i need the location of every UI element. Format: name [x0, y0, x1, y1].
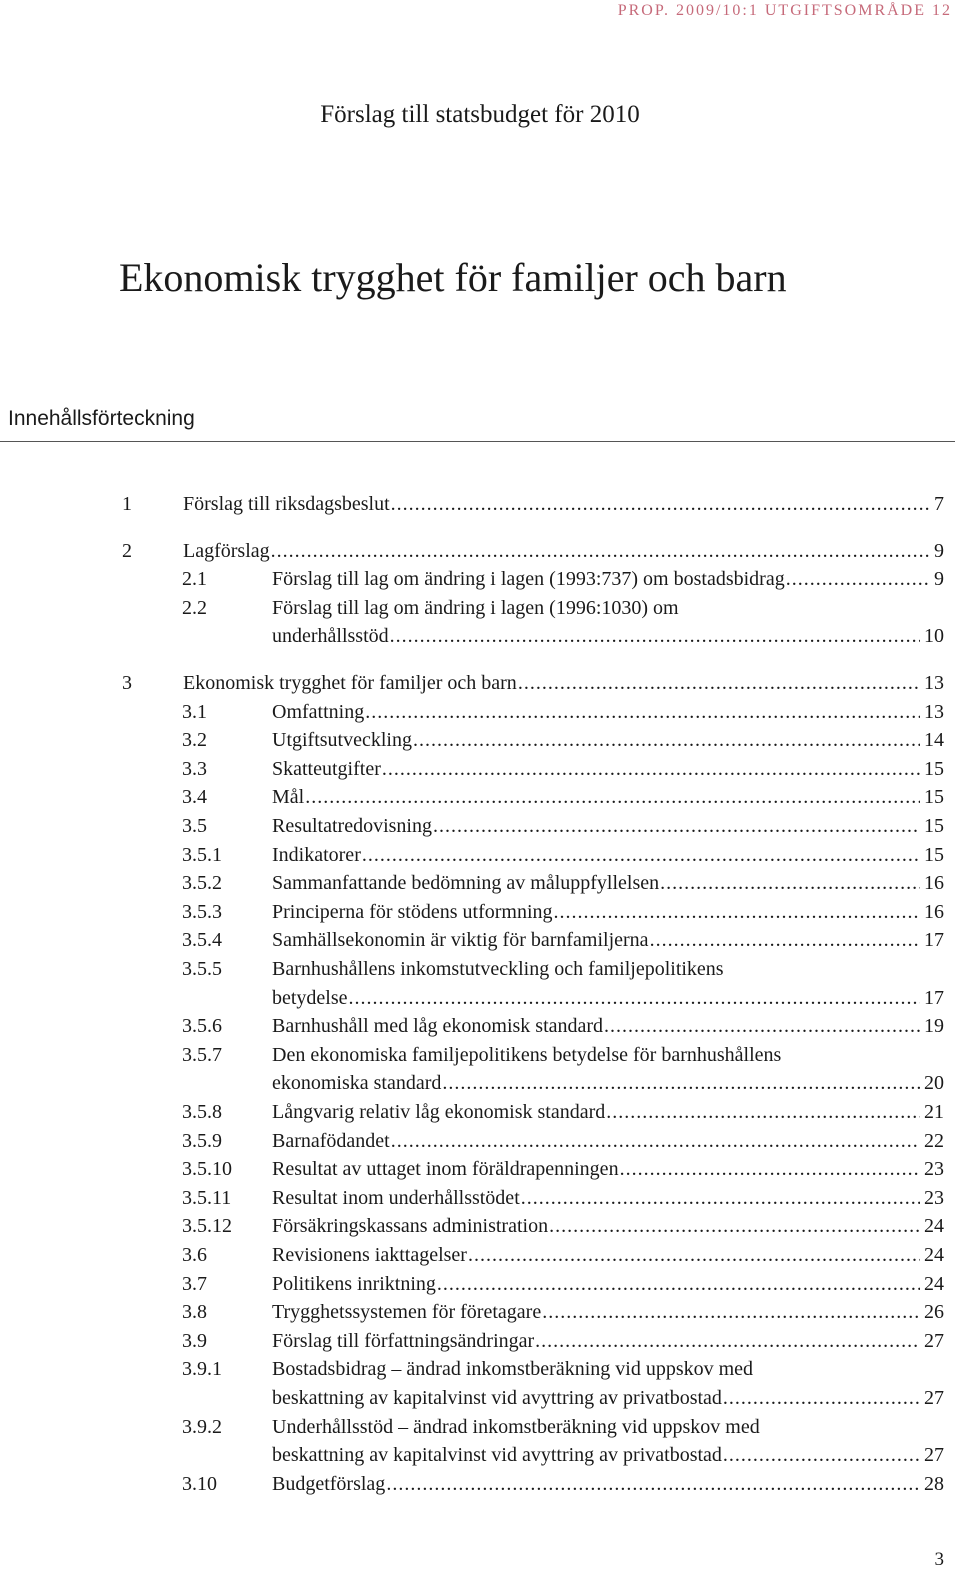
- toc-entry[interactable]: [0, 1184, 960, 1213]
- dot-leader: [521, 1184, 920, 1212]
- dot-leader: [349, 984, 920, 1012]
- toc-entry-page: 13: [924, 672, 944, 694]
- toc-entry-number: 2: [122, 539, 132, 562]
- toc-entry-title: Trygghetssystemen för företagare: [272, 1301, 542, 1324]
- toc-entry-number: 3.2: [182, 729, 207, 752]
- dot-leader: [549, 1212, 920, 1240]
- toc-entry-title: Sammanfattande bedömning av måluppfyllelsen: [272, 872, 660, 895]
- toc-entry-page: 13: [924, 700, 944, 723]
- dot-leader: [554, 898, 921, 926]
- toc-entry-page: 17: [924, 929, 944, 952]
- toc-entry[interactable]: [0, 1413, 960, 1470]
- toc-entry-page: 17: [924, 986, 944, 1009]
- toc-entry-title: betydelse: [272, 986, 348, 1009]
- dot-leader: [305, 783, 920, 811]
- toc-entry-number: 3.10: [182, 1472, 217, 1495]
- dot-leader: [604, 1012, 920, 1040]
- toc-entry-number: 3.6: [182, 1244, 207, 1266]
- dot-leader: [391, 1127, 920, 1155]
- toc-entry[interactable]: [0, 490, 960, 519]
- toc-entry-title: Utgiftsutveckling: [272, 729, 412, 752]
- toc-entry-page: 9: [934, 568, 944, 591]
- toc-entry-title: Förslag till lag om ändring i lagen (1996:1030) om: [272, 596, 679, 619]
- toc-heading: Innehållsförteckning: [8, 407, 195, 430]
- dot-leader: [365, 698, 920, 726]
- toc-entry-page: 14: [924, 729, 944, 752]
- toc-entry-title: Resultat av uttaget inom föräldrapenningen: [272, 1158, 619, 1181]
- toc-entry-page: 23: [924, 1158, 944, 1181]
- toc-entry[interactable]: [0, 926, 960, 955]
- toc-entry-page: 20: [924, 1072, 944, 1095]
- toc-entry-title: underhållsstöd: [272, 625, 389, 648]
- toc-entry[interactable]: [0, 726, 960, 755]
- dot-leader: [606, 1098, 920, 1126]
- toc-entry-page: 9: [934, 539, 944, 562]
- dot-leader: [786, 565, 930, 593]
- toc-entry-page: 19: [924, 1015, 944, 1038]
- toc-entry-page: 27: [924, 1329, 944, 1352]
- toc-entry-number: 3.5.8: [182, 1101, 222, 1123]
- toc-entry-title: Långvarig relativ låg ekonomisk standard: [272, 1101, 606, 1123]
- toc-entry-page: 15: [924, 843, 944, 866]
- dot-leader: [382, 755, 920, 783]
- toc-entry-number: 1: [122, 493, 132, 515]
- toc-entry[interactable]: [0, 898, 960, 927]
- toc-entry[interactable]: [0, 594, 960, 651]
- toc-entry-page: 16: [924, 872, 944, 895]
- toc-entry-page: 15: [924, 786, 944, 809]
- dot-leader: [660, 869, 920, 897]
- toc-entry-title: Indikatorer: [272, 843, 361, 866]
- toc-entry-number: 3.5.4: [182, 929, 222, 952]
- dot-leader: [723, 1441, 920, 1469]
- toc-entry-page: 27: [924, 1444, 944, 1467]
- toc-entry-page: 23: [924, 1186, 944, 1209]
- toc-entry-title: Förslag till författningsändringar: [272, 1329, 535, 1352]
- toc-entry-title: Resultat inom underhållsstödet: [272, 1186, 520, 1209]
- dot-leader: [390, 622, 920, 650]
- toc-entry[interactable]: [0, 698, 960, 727]
- toc-entry-number: 3.7: [182, 1272, 207, 1295]
- toc-entry-number: 3.1: [182, 700, 207, 723]
- toc-entry-title: Principerna för stödens utformning: [272, 900, 553, 923]
- toc-entry-title: Resultatredovisning: [272, 815, 432, 837]
- dot-leader: [723, 1384, 920, 1412]
- toc-entry-number: 3.3: [182, 757, 207, 780]
- toc-entry-title: Barnafödandet: [272, 1129, 390, 1152]
- dot-leader: [437, 1270, 920, 1298]
- toc-entry-title: Budgetförslag: [272, 1472, 386, 1495]
- dot-leader: [413, 726, 920, 754]
- dot-leader: [271, 537, 930, 565]
- dot-leader: [391, 490, 930, 518]
- toc-entry-page: 28: [924, 1472, 944, 1495]
- toc-entry-number: 3.5.2: [182, 872, 222, 895]
- toc-entry-page: 24: [924, 1215, 944, 1238]
- toc-entry[interactable]: [0, 669, 960, 698]
- toc-entry[interactable]: [0, 869, 960, 898]
- toc-entry-number: 3.8: [182, 1301, 207, 1324]
- toc-entry-number: 3.5.12: [182, 1215, 232, 1238]
- toc-entry[interactable]: [0, 1327, 960, 1356]
- toc-entry-number: 3.9.2: [182, 1415, 222, 1438]
- toc-entry-page: 7: [934, 493, 944, 515]
- toc-entry[interactable]: [0, 1298, 960, 1327]
- toc-entry-title: beskattning av kapitalvinst vid avyttring av privatbostad: [272, 1444, 722, 1467]
- toc-entry-page: 15: [924, 757, 944, 780]
- toc-entry[interactable]: [0, 1212, 960, 1241]
- dot-leader: [386, 1470, 920, 1498]
- toc-entry-page: 22: [924, 1129, 944, 1152]
- page-number: 3: [934, 1549, 944, 1570]
- toc-entry-page: 21: [924, 1101, 944, 1123]
- toc-entry-number: 3.4: [182, 786, 207, 809]
- toc-entry-page: 10: [924, 625, 944, 648]
- page-title: Ekonomisk trygghet för familjer och barn: [119, 255, 787, 300]
- toc-entry-page: 24: [924, 1244, 944, 1266]
- dot-leader: [620, 1155, 920, 1183]
- toc-entry-number: 3.5.5: [182, 958, 222, 980]
- toc-entry-number: 3.5: [182, 815, 207, 837]
- toc-entry-title: Underhållsstöd – ändrad inkomstberäkning vid uppskov med: [272, 1415, 760, 1438]
- toc-entry[interactable]: [0, 755, 960, 784]
- toc-entry-page: 15: [924, 815, 944, 837]
- dot-leader: [468, 1241, 920, 1269]
- budget-title: Förslag till statsbudget för 2010: [320, 101, 640, 128]
- toc-entry[interactable]: [0, 565, 960, 594]
- toc-entry-title: Bostadsbidrag – ändrad inkomstberäkning vid uppskov med: [272, 1358, 754, 1381]
- toc-entry-number: 3.5.3: [182, 900, 222, 923]
- toc-entry-page: 26: [924, 1301, 944, 1324]
- toc-entry-page: 16: [924, 900, 944, 923]
- toc-entry-title: Den ekonomiska familjepolitikens betydelse för barnhushållens: [272, 1043, 782, 1066]
- toc-entry[interactable]: [0, 1041, 960, 1098]
- toc-entry[interactable]: [0, 1470, 960, 1499]
- toc-entry[interactable]: [0, 537, 960, 566]
- toc-entry-title: ekonomiska standard: [272, 1072, 442, 1095]
- dot-leader: [442, 1069, 920, 1097]
- toc-entry-title: Förslag till riksdagsbeslut: [183, 493, 390, 515]
- running-header: PROP. 2009/10:1 UTGIFTSOMRÅDE 12: [617, 2, 952, 19]
- toc-entry[interactable]: [0, 1155, 960, 1184]
- toc-entry[interactable]: [0, 1355, 960, 1412]
- toc-entry[interactable]: [0, 841, 960, 870]
- toc-entry-number: 3.5.11: [182, 1186, 232, 1209]
- toc-entry-number: 2.1: [182, 568, 207, 591]
- toc-entry-title: Mål: [272, 786, 305, 809]
- toc-entry-number: 2.2: [182, 596, 207, 619]
- dot-leader: [518, 669, 920, 697]
- toc-entry-number: 3.9.1: [182, 1358, 222, 1381]
- toc-entry-number: 3.5.9: [182, 1129, 222, 1152]
- toc-entry[interactable]: [0, 783, 960, 812]
- toc-entry[interactable]: [0, 955, 960, 1012]
- toc-entry-number: 3: [122, 672, 132, 694]
- toc-entry-number: 3.9: [182, 1329, 207, 1352]
- toc-entry-title: beskattning av kapitalvinst vid avyttring av privatbostad: [272, 1386, 722, 1409]
- toc-entry[interactable]: [0, 1012, 960, 1041]
- toc-entry-number: 3.5.10: [182, 1158, 232, 1181]
- toc-entry-title: Ekonomisk trygghet för familjer och barn: [183, 672, 517, 694]
- dot-leader: [650, 926, 920, 954]
- toc-entry[interactable]: [0, 1241, 960, 1270]
- toc-entry-title: Försäkringskassans administration: [272, 1215, 549, 1238]
- toc-entry-number: 3.5.1: [182, 843, 222, 866]
- toc-entry-page: 27: [924, 1386, 944, 1409]
- toc-entry[interactable]: [0, 812, 960, 841]
- toc-entry-title: Barnhushållens inkomstutveckling och familjepolitikens: [272, 958, 724, 980]
- toc-entry-title: Revisionens iakttagelser: [272, 1244, 467, 1266]
- toc-entry-number: 3.5.6: [182, 1015, 222, 1038]
- toc-entry-title: Förslag till lag om ändring i lagen (1993:737) om bostadsbidrag: [272, 568, 785, 591]
- toc-entry[interactable]: [0, 1127, 960, 1156]
- toc-entry-title: Samhällsekonomin är viktig för barnfamiljerna: [272, 929, 649, 952]
- toc-entry-number: 3.5.7: [182, 1043, 222, 1066]
- dot-leader: [362, 841, 920, 869]
- toc-entry-title: Politikens inriktning: [272, 1272, 436, 1295]
- toc-entry-title: Lagförslag: [183, 539, 270, 562]
- dot-leader: [535, 1327, 920, 1355]
- dot-leader: [433, 812, 920, 840]
- toc-entry[interactable]: [0, 1098, 960, 1127]
- dot-leader: [542, 1298, 920, 1326]
- toc-entry-title: Omfattning: [272, 700, 365, 723]
- toc-entry-title: Barnhushåll med låg ekonomisk standard: [272, 1015, 604, 1038]
- toc-entry-page: 24: [924, 1272, 944, 1295]
- toc-entry-title: Skatteutgifter: [272, 757, 381, 780]
- toc-entry[interactable]: [0, 1270, 960, 1299]
